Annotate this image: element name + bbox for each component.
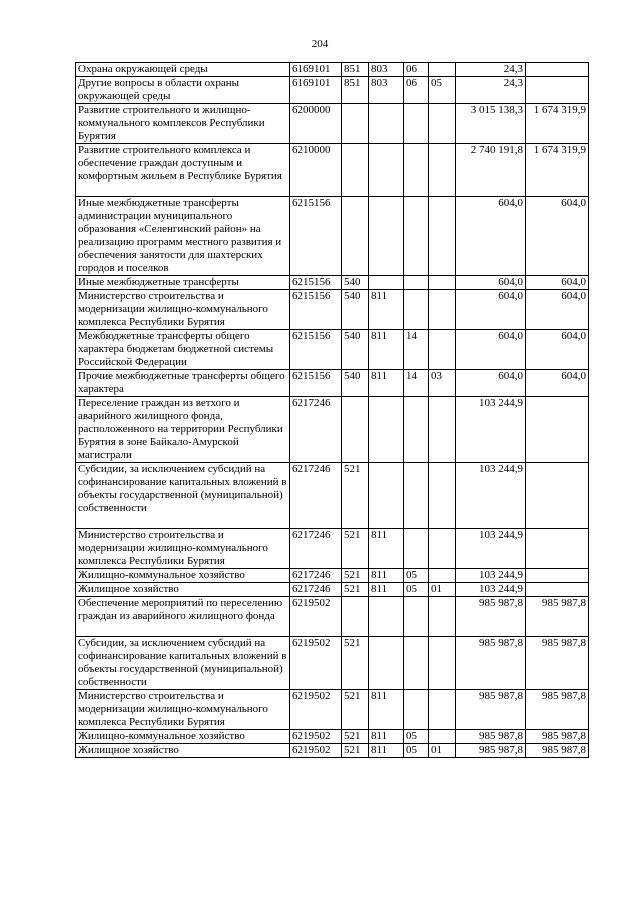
- row-expense-type: 521: [342, 690, 369, 730]
- row-expense-type: 521: [342, 744, 369, 758]
- row-expense-type: [342, 144, 369, 197]
- table-row: [76, 637, 589, 690]
- row-subsection: 05: [429, 77, 456, 104]
- row-section: [404, 463, 429, 529]
- row-expense-type: 851: [342, 63, 369, 77]
- row-section: [404, 690, 429, 730]
- row-target-code: 6169101: [290, 77, 342, 104]
- row-amount-1: 3 015 138,3: [456, 104, 526, 144]
- table-row: [76, 104, 589, 144]
- row-name: Субсидии, за исключением субсидий на софинансирование капитальных вложений в объекты государственной (муниципальной) собственности: [76, 637, 290, 690]
- table-row: [76, 63, 589, 77]
- row-section: [404, 637, 429, 690]
- row-name: Обеспечение мероприятий по переселению граждан из аварийного жилищного фонда: [76, 597, 290, 637]
- row-amount-2: 604,0: [526, 276, 589, 290]
- row-section: 06: [404, 63, 429, 77]
- row-subsection: [429, 637, 456, 690]
- row-amount-1: 103 244,9: [456, 583, 526, 597]
- row-amount-2: 604,0: [526, 197, 589, 276]
- row-section: [404, 290, 429, 330]
- row-expense-type: 521: [342, 583, 369, 597]
- table-row: [76, 197, 589, 276]
- row-amount-2: 985 987,8: [526, 637, 589, 690]
- row-expense-type: [342, 597, 369, 637]
- table-row: [76, 583, 589, 597]
- row-subsection: [429, 397, 456, 463]
- row-amount-1: 103 244,9: [456, 463, 526, 529]
- row-expense-type: 851: [342, 77, 369, 104]
- row-amount-2: 1 674 319,9: [526, 144, 589, 197]
- table-row: [76, 730, 589, 744]
- row-department: 803: [369, 63, 404, 77]
- row-target-code: 6217246: [290, 529, 342, 569]
- row-amount-2: [526, 77, 589, 104]
- table-row: [76, 144, 589, 197]
- row-name: Развитие строительного и жилищно-коммунального комплексов Республики Бурятия: [76, 104, 290, 144]
- row-expense-type: 521: [342, 529, 369, 569]
- row-target-code: 6217246: [290, 583, 342, 597]
- row-section: [404, 597, 429, 637]
- row-target-code: 6219502: [290, 730, 342, 744]
- row-amount-2: 604,0: [526, 290, 589, 330]
- row-target-code: 6217246: [290, 463, 342, 529]
- row-department: 811: [369, 370, 404, 397]
- row-section: [404, 104, 429, 144]
- row-expense-type: [342, 104, 369, 144]
- row-amount-1: 985 987,8: [456, 690, 526, 730]
- row-department: [369, 104, 404, 144]
- row-amount-1: 604,0: [456, 370, 526, 397]
- row-amount-2: [526, 529, 589, 569]
- row-amount-1: 24,3: [456, 63, 526, 77]
- table-row: [76, 569, 589, 583]
- row-name: Жилищно-коммунальное хозяйство: [76, 569, 290, 583]
- row-department: 811: [369, 290, 404, 330]
- table-row: [76, 397, 589, 463]
- row-section: 14: [404, 330, 429, 370]
- row-amount-2: [526, 583, 589, 597]
- row-section: 14: [404, 370, 429, 397]
- row-name: Министерство строительства и модернизации жилищно-коммунального комплекса Республики Бурятия: [76, 290, 290, 330]
- row-subsection: [429, 730, 456, 744]
- row-subsection: 01: [429, 583, 456, 597]
- row-target-code: 6215156: [290, 290, 342, 330]
- page-number: 204: [311, 38, 329, 50]
- table-row: [76, 744, 589, 758]
- row-department: 811: [369, 569, 404, 583]
- row-target-code: 6210000: [290, 144, 342, 197]
- row-name: Прочие межбюджетные трансферты общего характера: [76, 370, 290, 397]
- row-department: 811: [369, 583, 404, 597]
- row-subsection: [429, 529, 456, 569]
- row-subsection: [429, 463, 456, 529]
- row-section: [404, 397, 429, 463]
- table-row: [76, 463, 589, 529]
- row-amount-2: 985 987,8: [526, 744, 589, 758]
- row-amount-1: 985 987,8: [456, 730, 526, 744]
- row-name: Развитие строительного комплекса и обеспечение граждан доступным и комфортным жильем в Республике Бурятия: [76, 144, 290, 197]
- row-name: Иные межбюджетные трансферты: [76, 276, 290, 290]
- row-amount-2: 1 674 319,9: [526, 104, 589, 144]
- row-amount-1: 103 244,9: [456, 397, 526, 463]
- row-amount-1: 103 244,9: [456, 569, 526, 583]
- row-section: 06: [404, 77, 429, 104]
- row-target-code: 6219502: [290, 744, 342, 758]
- table-row: [76, 690, 589, 730]
- row-department: 811: [369, 730, 404, 744]
- table-row: [76, 597, 589, 637]
- row-amount-1: 103 244,9: [456, 529, 526, 569]
- table-row: [76, 290, 589, 330]
- row-name: Жилищно-коммунальное хозяйство: [76, 730, 290, 744]
- row-amount-1: 604,0: [456, 276, 526, 290]
- row-department: [369, 276, 404, 290]
- row-amount-2: [526, 463, 589, 529]
- row-expense-type: 521: [342, 569, 369, 583]
- row-name: Охрана окружающей среды: [76, 63, 290, 77]
- row-subsection: [429, 690, 456, 730]
- row-department: 811: [369, 690, 404, 730]
- row-department: [369, 463, 404, 529]
- row-target-code: 6200000: [290, 104, 342, 144]
- row-subsection: [429, 330, 456, 370]
- row-subsection: [429, 104, 456, 144]
- row-amount-1: 985 987,8: [456, 597, 526, 637]
- table-row: [76, 370, 589, 397]
- row-department: 811: [369, 529, 404, 569]
- row-expense-type: 540: [342, 276, 369, 290]
- row-amount-1: 604,0: [456, 330, 526, 370]
- row-name: Переселение граждан из ветхого и аварийного жилищного фонда, расположенного на территории Республики Бурятия в зоне Байкало-Амурской магистрали: [76, 397, 290, 463]
- row-amount-2: [526, 63, 589, 77]
- row-subsection: [429, 290, 456, 330]
- row-expense-type: 540: [342, 370, 369, 397]
- row-department: [369, 637, 404, 690]
- row-target-code: 6217246: [290, 397, 342, 463]
- row-name: Министерство строительства и модернизации жилищно-коммунального комплекса Республики Бурятия: [76, 690, 290, 730]
- row-department: 803: [369, 77, 404, 104]
- budget-table: [75, 62, 589, 758]
- row-name: Другие вопросы в области охраны окружающей среды: [76, 77, 290, 104]
- row-expense-type: 521: [342, 730, 369, 744]
- row-amount-1: 2 740 191,8: [456, 144, 526, 197]
- row-subsection: 03: [429, 370, 456, 397]
- row-subsection: 01: [429, 744, 456, 758]
- row-subsection: [429, 144, 456, 197]
- row-amount-1: 604,0: [456, 197, 526, 276]
- row-target-code: 6215156: [290, 197, 342, 276]
- row-section: 05: [404, 583, 429, 597]
- table-row: [76, 529, 589, 569]
- row-name: Жилищное хозяйство: [76, 583, 290, 597]
- row-target-code: 6215156: [290, 370, 342, 397]
- row-name: Межбюджетные трансферты общего характера бюджетам бюджетной системы Российской Федерации: [76, 330, 290, 370]
- row-department: [369, 397, 404, 463]
- row-target-code: 6219502: [290, 637, 342, 690]
- row-target-code: 6219502: [290, 597, 342, 637]
- row-expense-type: 521: [342, 463, 369, 529]
- row-name: Иные межбюджетные трансферты администрации муниципального образования «Селенгинский район» на реализацию программ местного развития и обеспечения занятости для шахтерских городов и поселков: [76, 197, 290, 276]
- row-target-code: 6219502: [290, 690, 342, 730]
- row-amount-1: 604,0: [456, 290, 526, 330]
- table-row: [76, 77, 589, 104]
- row-name: Жилищное хозяйство: [76, 744, 290, 758]
- row-amount-2: 604,0: [526, 370, 589, 397]
- row-subsection: [429, 276, 456, 290]
- row-section: 05: [404, 569, 429, 583]
- row-expense-type: 540: [342, 330, 369, 370]
- row-section: [404, 197, 429, 276]
- table-body: [76, 63, 589, 758]
- row-subsection: [429, 569, 456, 583]
- row-department: [369, 597, 404, 637]
- row-department: [369, 197, 404, 276]
- row-expense-type: 540: [342, 290, 369, 330]
- row-subsection: [429, 597, 456, 637]
- row-department: [369, 144, 404, 197]
- row-subsection: [429, 63, 456, 77]
- table-row: [76, 330, 589, 370]
- row-amount-1: 24,3: [456, 77, 526, 104]
- row-section: 05: [404, 744, 429, 758]
- row-expense-type: [342, 397, 369, 463]
- row-section: 05: [404, 730, 429, 744]
- row-expense-type: [342, 197, 369, 276]
- row-subsection: [429, 197, 456, 276]
- row-name: Министерство строительства и модернизации жилищно-коммунального комплекса Республики Бурятия: [76, 529, 290, 569]
- row-target-code: 6217246: [290, 569, 342, 583]
- row-section: [404, 529, 429, 569]
- row-department: 811: [369, 744, 404, 758]
- row-amount-2: 985 987,8: [526, 597, 589, 637]
- row-amount-2: 604,0: [526, 330, 589, 370]
- row-amount-2: [526, 397, 589, 463]
- row-amount-1: 985 987,8: [456, 744, 526, 758]
- row-amount-2: 985 987,8: [526, 690, 589, 730]
- row-target-code: 6169101: [290, 63, 342, 77]
- row-amount-2: 985 987,8: [526, 730, 589, 744]
- row-name: Субсидии, за исключением субсидий на софинансирование капитальных вложений в объекты государственной (муниципальной) собственности: [76, 463, 290, 529]
- row-expense-type: 521: [342, 637, 369, 690]
- row-target-code: 6215156: [290, 276, 342, 290]
- row-section: [404, 276, 429, 290]
- row-target-code: 6215156: [290, 330, 342, 370]
- row-amount-2: [526, 569, 589, 583]
- row-department: 811: [369, 330, 404, 370]
- row-amount-1: 985 987,8: [456, 637, 526, 690]
- row-section: [404, 144, 429, 197]
- table-row: [76, 276, 589, 290]
